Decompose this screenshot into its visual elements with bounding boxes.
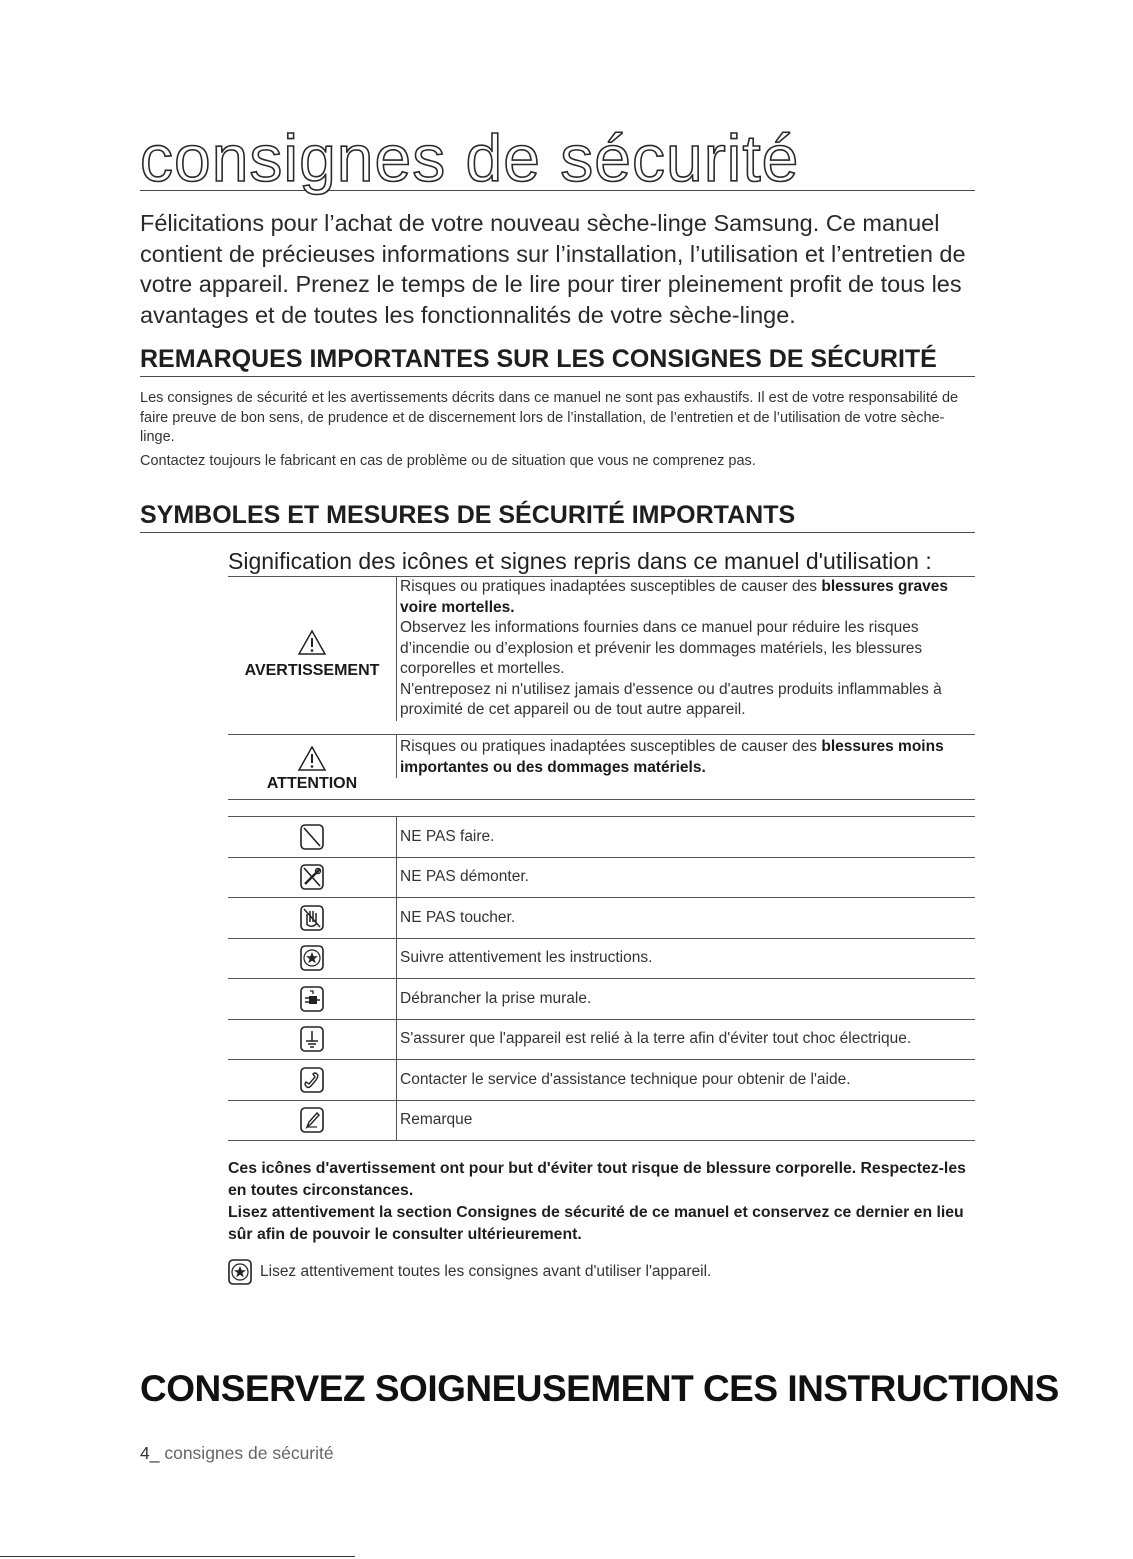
warning-label: AVERTISSEMENT	[244, 662, 380, 679]
symbols-table	[228, 816, 975, 1141]
warning-text-line1: Risques ou pratiques inadaptées susceptibles de causer des	[400, 578, 822, 595]
warning-text-line2: Observez les informations fournies dans ce manuel pour réduire les risques d’incendie ou d’explosion et prévenir les dommages matériels, les blessures corporelles et mortelles.	[400, 619, 923, 677]
symbol-row	[228, 1101, 975, 1142]
symbol-row	[228, 939, 975, 980]
ground-icon	[300, 1026, 324, 1052]
section-heading-notes: REMARQUES IMPORTANTES SUR LES CONSIGNES DE SÉCURITÉ	[140, 344, 975, 377]
closing-note	[228, 1259, 975, 1285]
prohibited-icon	[300, 824, 324, 850]
symbol-text: NE PAS faire.	[400, 827, 495, 845]
caution-text-bold: blessures moins importantes ou des dommages matériels.	[400, 738, 944, 776]
symbol-row	[228, 979, 975, 1020]
caution-cell	[228, 735, 396, 799]
symbol-text: S'assurer que l'appareil est relié à la terre afin d'éviter tout choc électrique.	[400, 1030, 912, 1048]
symbol-text: Remarque	[400, 1111, 473, 1129]
unplug-icon	[300, 986, 324, 1012]
warning-text-line3: N'entreposez ni n'utilisez jamais d'essence ou d'autres produits inflammables à proximité de cet appareil ou de tout autre appareil.	[400, 680, 942, 718]
follow-instructions-icon	[300, 945, 324, 971]
caution-description	[396, 735, 975, 778]
warning-triangle-icon	[297, 745, 327, 772]
warning-table	[228, 577, 975, 800]
symbol-row	[228, 1060, 975, 1101]
phone-support-icon	[300, 1067, 324, 1093]
notes-paragraph-2: Contactez toujours le fabricant en cas de problème ou de situation que vous ne comprenez pas.	[140, 453, 756, 469]
intro-paragraph: Félicitations pour l’achat de votre nouveau sèche-linge Samsung. Ce manuel contient de précieuses informations sur l’installation, l’utilisation et l’entretien de votre appareil. Prenez le temps de le lire pour tirer pleinement profit de tous les avantages et de toutes les fonctionnalités de votre sèche-linge.	[140, 210, 966, 328]
symbol-row	[228, 1020, 975, 1061]
no-disassemble-icon	[300, 864, 324, 890]
closing-note-text: Lisez attentivement toutes les consignes avant d'utiliser l'appareil.	[260, 1263, 712, 1280]
follow-instructions-icon	[228, 1259, 252, 1285]
closing-paragraph-1: Ces icônes d'avertissement ont pour but d'éviter tout risque de blessure corporelle. Respectez-les en toutes circonstances.	[228, 1160, 966, 1199]
symbol-text: NE PAS toucher.	[400, 908, 516, 926]
page-title: consignes de sécurité	[140, 128, 975, 191]
keep-instructions-banner: CONSERVEZ SOIGNEUSEMENT CES INSTRUCTIONS	[140, 1368, 1059, 1409]
symbol-text: Suivre attentivement les instructions.	[400, 949, 653, 967]
symbol-row	[228, 858, 975, 899]
closing-paragraph-2: Lisez attentivement la section Consignes de sécurité de ce manuel et conservez ce dernier en lieu sûr afin de pouvoir le consulter ultérieurement.	[228, 1204, 964, 1243]
caution-row	[228, 735, 975, 800]
no-touch-icon	[300, 905, 324, 931]
symbol-text: Contacter le service d'assistance technique pour obtenir de l'aide.	[400, 1070, 851, 1088]
caution-text-line1: Risques ou pratiques inadaptées susceptibles de causer des	[400, 738, 822, 755]
notes-paragraph-1: Les consignes de sécurité et les avertissements décrits dans ce manuel ne sont pas exhaustifs. Il est de votre responsabilité de faire preuve de bon sens, de prudence et de discernement lors de l’installation, de l’entretien et de l’utilisation de votre sèche-linge.	[140, 390, 959, 445]
bottom-rule	[0, 1556, 355, 1557]
section-heading-symbols: SYMBOLES ET MESURES DE SÉCURITÉ IMPORTANTS	[140, 500, 975, 533]
page-footer-label: consignes de sécurité	[164, 1443, 334, 1463]
symbol-text: NE PAS démonter.	[400, 868, 529, 886]
warning-row	[228, 577, 975, 735]
page-footer	[140, 1443, 334, 1464]
symbol-row	[228, 817, 975, 858]
warning-triangle-icon	[297, 629, 327, 656]
closing-text	[228, 1158, 975, 1246]
symbol-row	[228, 898, 975, 939]
warning-cell	[228, 577, 396, 734]
caution-label: ATTENTION	[266, 775, 358, 792]
symbols-subheading: Signification des icônes et signes repris dans ce manuel d'utilisation :	[228, 546, 975, 577]
page-number: 4_	[140, 1443, 160, 1463]
warning-text-bold: blessures graves voire mortelles.	[400, 578, 949, 616]
note-icon	[300, 1107, 324, 1133]
symbol-text: Débrancher la prise murale.	[400, 989, 592, 1007]
warning-description	[396, 577, 975, 721]
